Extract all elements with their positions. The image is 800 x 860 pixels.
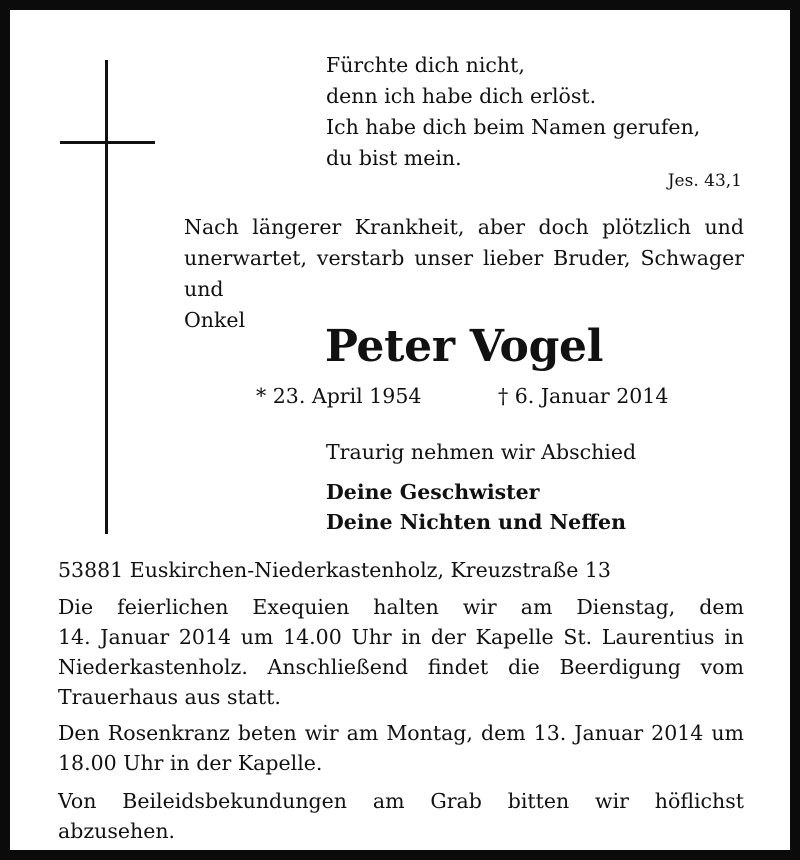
paragraph-line: 14. Januar 2014 um 14.00 Uhr in der Kapelle St. Laurentius in	[58, 625, 744, 649]
verse-reference: Jes. 43,1	[667, 171, 742, 191]
verse-line: Fürchte dich nicht,	[326, 53, 525, 77]
exequien-paragraph	[58, 592, 744, 712]
paragraph-line: Die feierlichen Exequien halten wir am Dienstag, dem	[58, 595, 744, 619]
paragraph-line: Von Beileidsbekundungen am Grab bitten wir höflichst abzusehen.	[58, 789, 744, 843]
signer-line: Deine Geschwister	[326, 480, 540, 504]
paragraph-line: Trauerhaus aus statt.	[58, 685, 281, 709]
verse-line: denn ich habe dich erlöst.	[326, 84, 597, 108]
signer-line: Deine Nichten und Neffen	[326, 510, 626, 534]
intro-line: unerwartet, verstarb unser lieber Bruder, Schwager und	[184, 246, 744, 301]
rosenkranz-paragraph	[58, 718, 744, 778]
cross-horizontal-bar	[60, 141, 155, 144]
birth-date: * 23. April 1954	[256, 384, 422, 408]
address: 53881 Euskirchen-Niederkastenholz, Kreuzstraße 13	[58, 558, 611, 582]
paragraph-line: Den Rosenkranz beten wir am Montag, dem 13. Januar 2014 um	[58, 721, 744, 745]
verse-line: du bist mein.	[326, 146, 462, 170]
paragraph-line: 18.00 Uhr in der Kapelle.	[58, 751, 323, 775]
verse-line: Ich habe dich beim Namen gerufen,	[326, 115, 701, 139]
death-date: † 6. Januar 2014	[498, 384, 669, 408]
paragraph-line: Niederkastenholz. Anschließend findet die Beerdigung vom	[58, 655, 744, 679]
bible-verse	[326, 50, 700, 174]
deceased-name: Peter Vogel	[324, 321, 604, 372]
intro-line: Nach längerer Krankheit, aber doch plötzlich und	[184, 215, 744, 239]
beileid-paragraph	[58, 786, 744, 846]
signers	[326, 477, 626, 537]
cross-vertical-bar	[105, 60, 108, 534]
intro-text	[184, 212, 744, 336]
intro-line: Onkel	[184, 308, 246, 332]
farewell-text: Traurig nehmen wir Abschied	[326, 440, 637, 464]
